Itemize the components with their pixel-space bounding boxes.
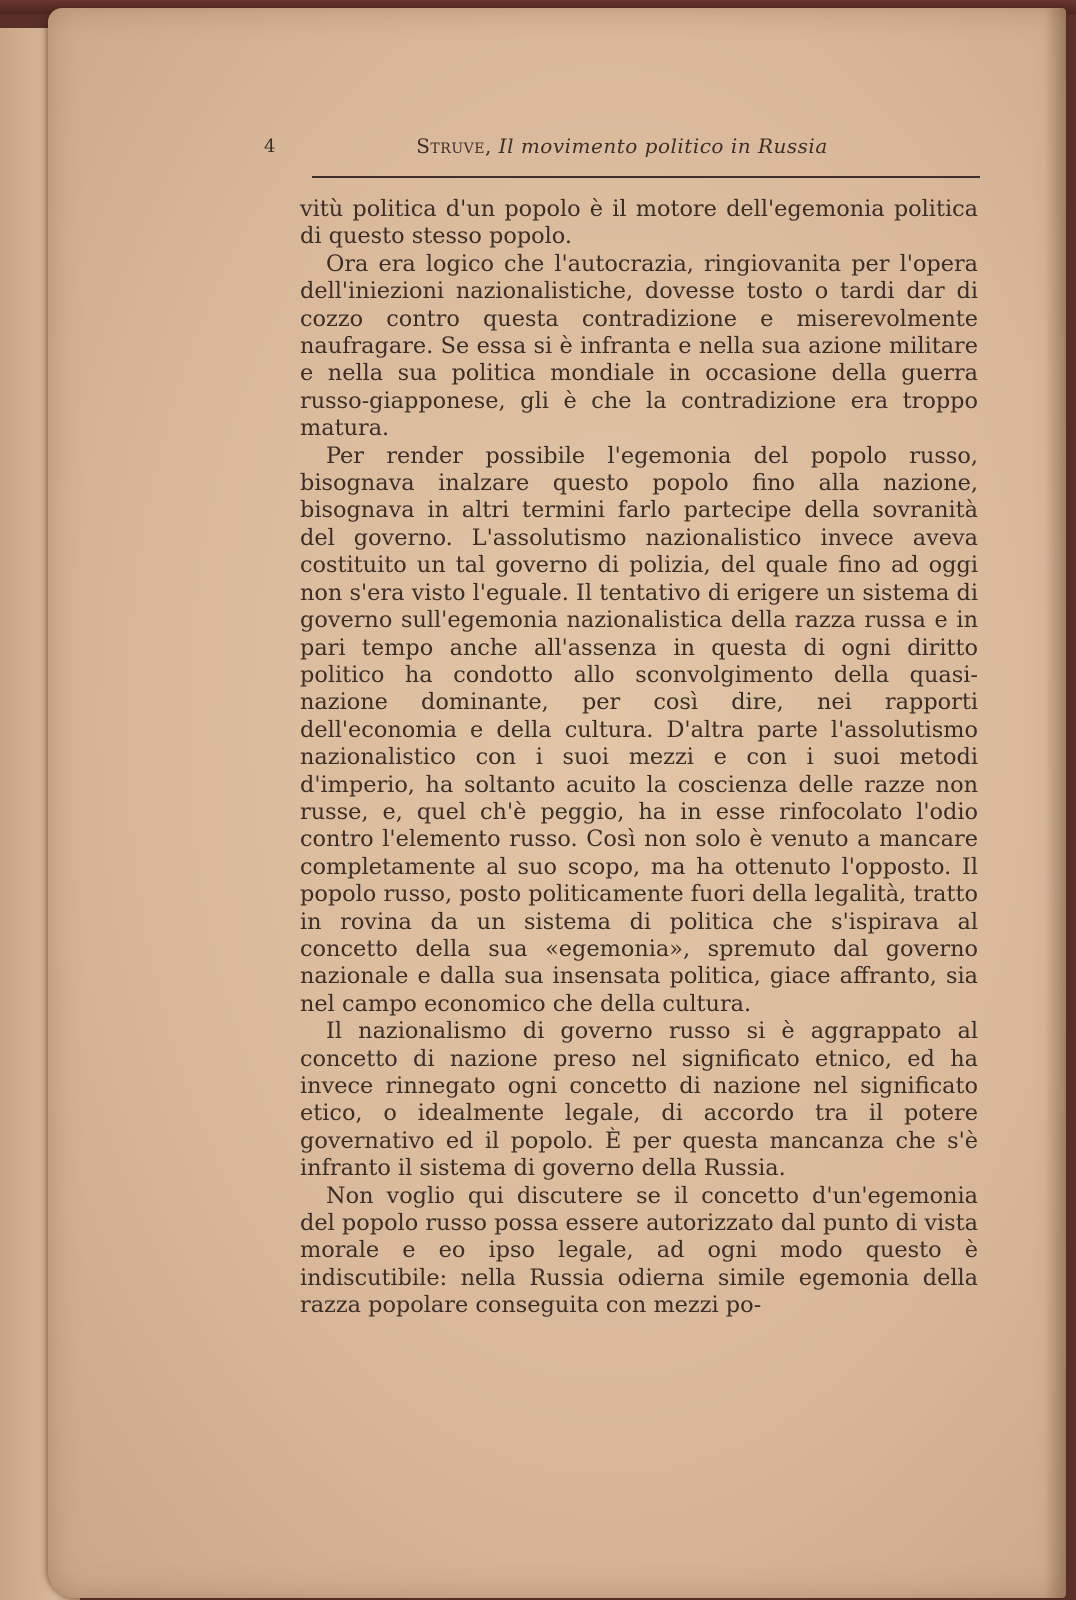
header-author: Struve, bbox=[416, 134, 492, 158]
paragraph: vitù politica d'un popolo è il motore dell'egemonia politica di questo stesso popolo. bbox=[300, 196, 978, 250]
page-number: 4 bbox=[264, 136, 276, 157]
paragraph: Non voglio qui discutere se il concetto d'un'egemonia del popolo russo possa essere autorizzato dal punto di vista morale e eo ipso legale, ad ogni modo questo è indiscutibile: nella Russia odierna simile egemonia della razza popolare conseguita con mezzi po- bbox=[300, 1182, 978, 1319]
header-rule bbox=[312, 176, 980, 178]
header-title: Il movimento politico in Russia bbox=[498, 134, 828, 158]
body-text bbox=[300, 196, 978, 1320]
paragraph: Per render possibile l'egemonia del popolo russo, bisognava inalzare questo popolo fino alla nazione, bisognava in altri termini farlo partecipe della sovranità del governo. L'assolutismo nazionalistico invece aveva costituito un tal governo di polizia, del quale fino ad oggi non s'era visto l'eguale. Il tentativo di erigere un sistema di governo sull'egemonia nazionalistica della razza russa e in pari tempo anche all'assenza in questa di ogni diritto politico ha condotto allo sconvolgimento della quasi-nazione dominante, per così dire, nei rapporti dell'economia e della cultura. D'altra parte l'assolutismo nazionalistico con i suoi mezzi e con i suoi metodi d'imperio, ha soltanto acuito la coscienza delle razze non russe, e, quel ch'è peggio, ha in esse rinfocolato l'odio contro l'elemento russo. Così non solo è venuto a mancare completamente al suo scopo, ma ha ottenuto l'opposto. Il popolo russo, posto politicamente fuori della legalità, tratto in rovina da un sistema di politica che s'ispirava al concetto della sua «egemonia», spremuto dal governo nazionale e dalla sua insensata politica, giace affranto, sia nel campo economico che della cultura. bbox=[300, 442, 978, 1017]
paragraph: Il nazionalismo di governo russo si è aggrappato al concetto di nazione preso nel significato etnico, ed ha invece rinnegato ogni concetto di nazione nel significato etico, o idealmente legale, di accordo tra il potere governativo ed il popolo. È per questa mancanza che s'è infranto il sistema di governo della Russia. bbox=[300, 1018, 978, 1182]
paragraph: Ora era logico che l'autocrazia, ringiovanita per l'opera dell'iniezioni nazionalistiche, dovesse tosto o tardi dar di cozzo contro questa contradizione e miserevolmente naufragare. Se essa si è infranta e nella sua azione militare e nella sua politica mondiale in occasione della guerra russo-giapponese, gli è che la contradizione era troppo matura. bbox=[300, 250, 978, 442]
running-title bbox=[264, 134, 980, 158]
running-header bbox=[264, 132, 980, 168]
page-shadow bbox=[1044, 8, 1066, 1598]
